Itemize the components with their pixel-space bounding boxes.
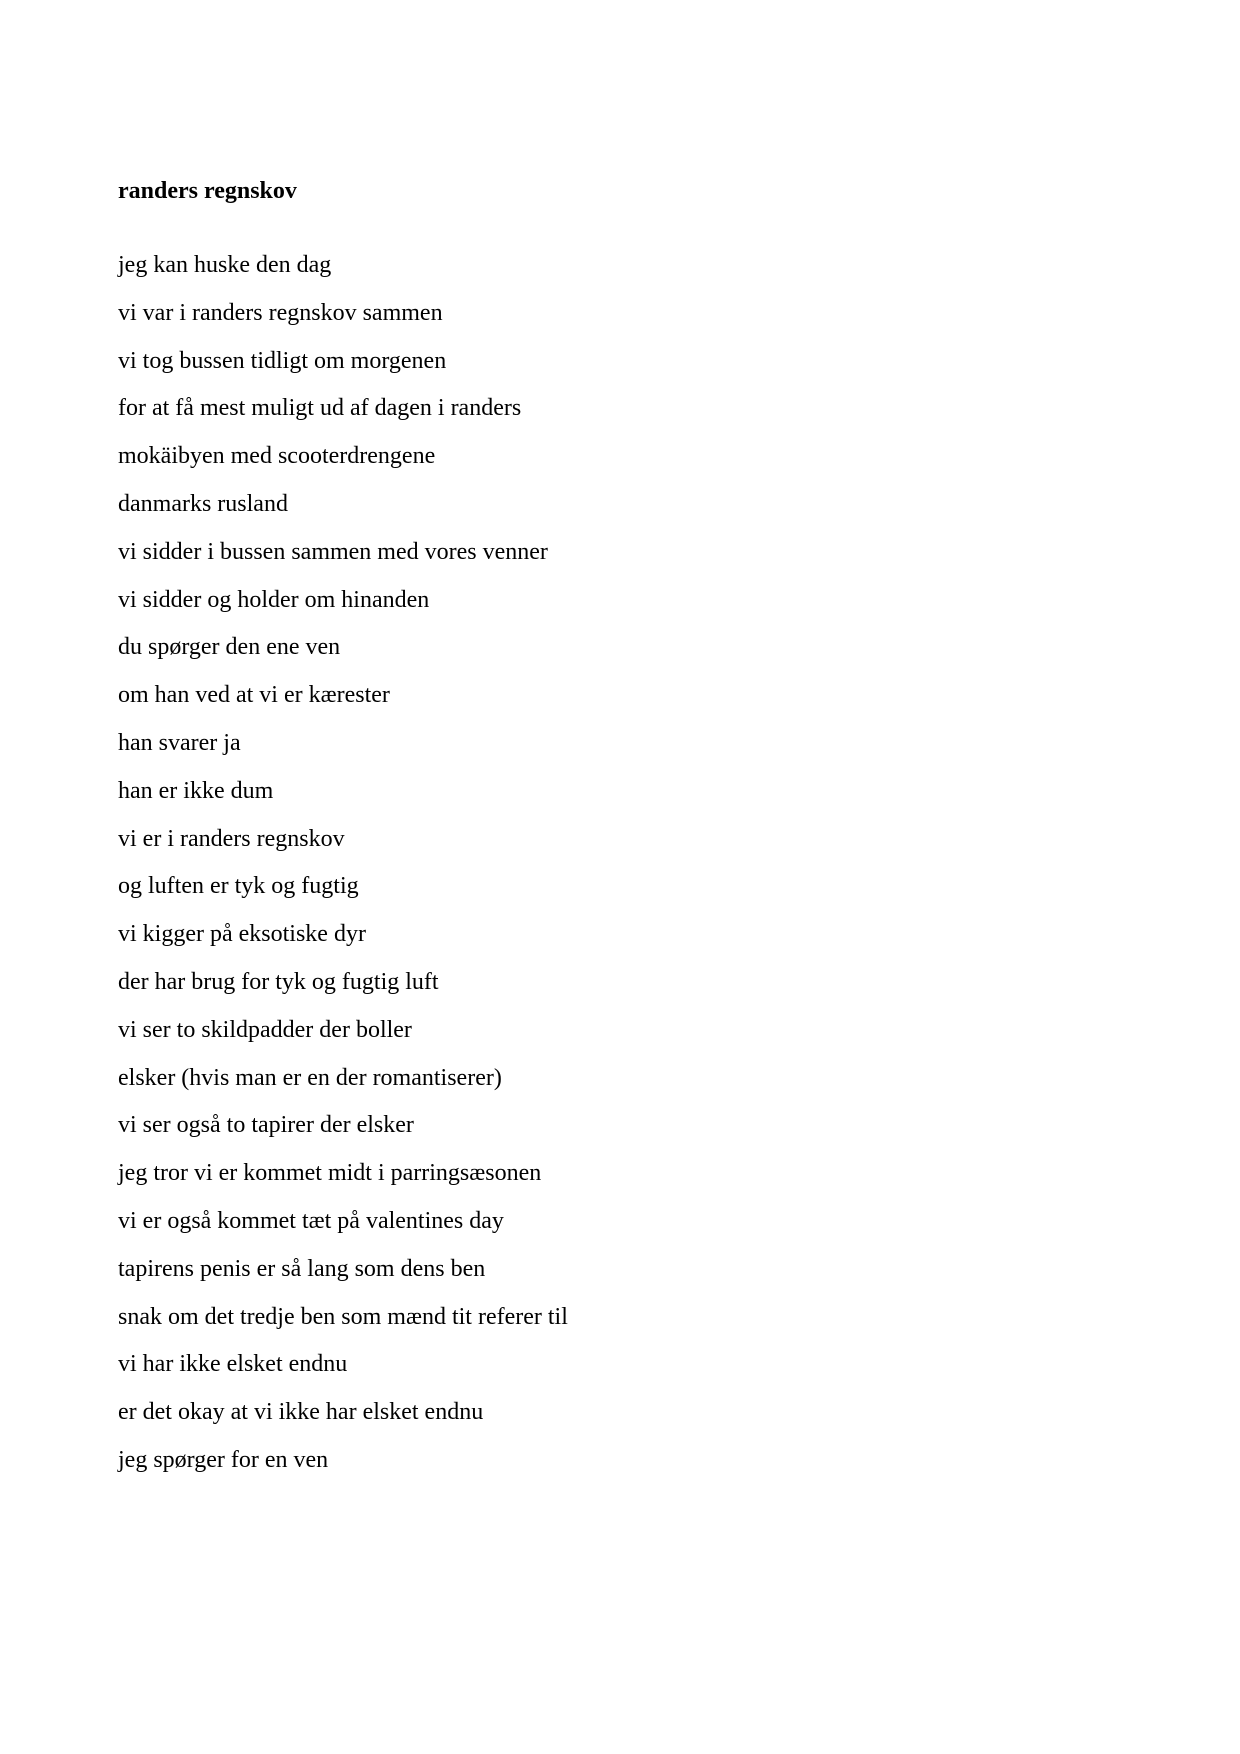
poem-line: jeg spørger for en ven: [118, 1446, 329, 1473]
poem-line: vi sidder og holder om hinanden: [118, 586, 430, 613]
poem-line: han er ikke dum: [118, 777, 274, 804]
poem-title: randers regnskov: [118, 178, 297, 204]
poem-line: vi har ikke elsket endnu: [118, 1351, 348, 1378]
poem-line: jeg kan huske den dag: [118, 252, 332, 278]
poem-line: vi tog bussen tidligt om morgenen: [118, 347, 447, 374]
poem-line: vi ser også to tapirer der elsker: [118, 1112, 414, 1139]
poem-line: snak om det tredje ben som mænd tit referer til: [118, 1303, 568, 1330]
poem-line: og luften er tyk og fugtig: [118, 873, 359, 900]
poem-line: for at få mest muligt ud af dagen i randers: [118, 395, 522, 422]
poem-line: er det okay at vi ikke har elsket endnu: [118, 1399, 484, 1426]
poem-lines: [118, 242, 568, 1485]
poem-line: om han ved at vi er kærester: [118, 682, 390, 709]
poem-line: jeg tror vi er kommet midt i parringsæsonen: [118, 1160, 542, 1187]
poem-line: der har brug for tyk og fugtig luft: [118, 968, 439, 995]
poem-line: tapirens penis er så lang som dens ben: [118, 1255, 486, 1282]
poem-line: elsker (hvis man er en der romantiserer): [118, 1064, 502, 1091]
poem-line: du spørger den ene ven: [118, 634, 341, 661]
poem: [118, 176, 1118, 1473]
poem-line: vi var i randers regnskov sammen: [118, 299, 443, 326]
poem-line: vi er også kommet tæt på valentines day: [118, 1207, 504, 1234]
poem-line: vi er i randers regnskov: [118, 825, 345, 852]
poem-line: mokäibyen med scooterdrengene: [118, 443, 436, 470]
poem-line: vi ser to skildpadder der boller: [118, 1016, 412, 1043]
poem-line: han svarer ja: [118, 729, 241, 756]
poem-line: vi sidder i bussen sammen med vores venner: [118, 538, 548, 565]
poem-line: danmarks rusland: [118, 490, 288, 517]
poem-line: vi kigger på eksotiske dyr: [118, 921, 366, 948]
